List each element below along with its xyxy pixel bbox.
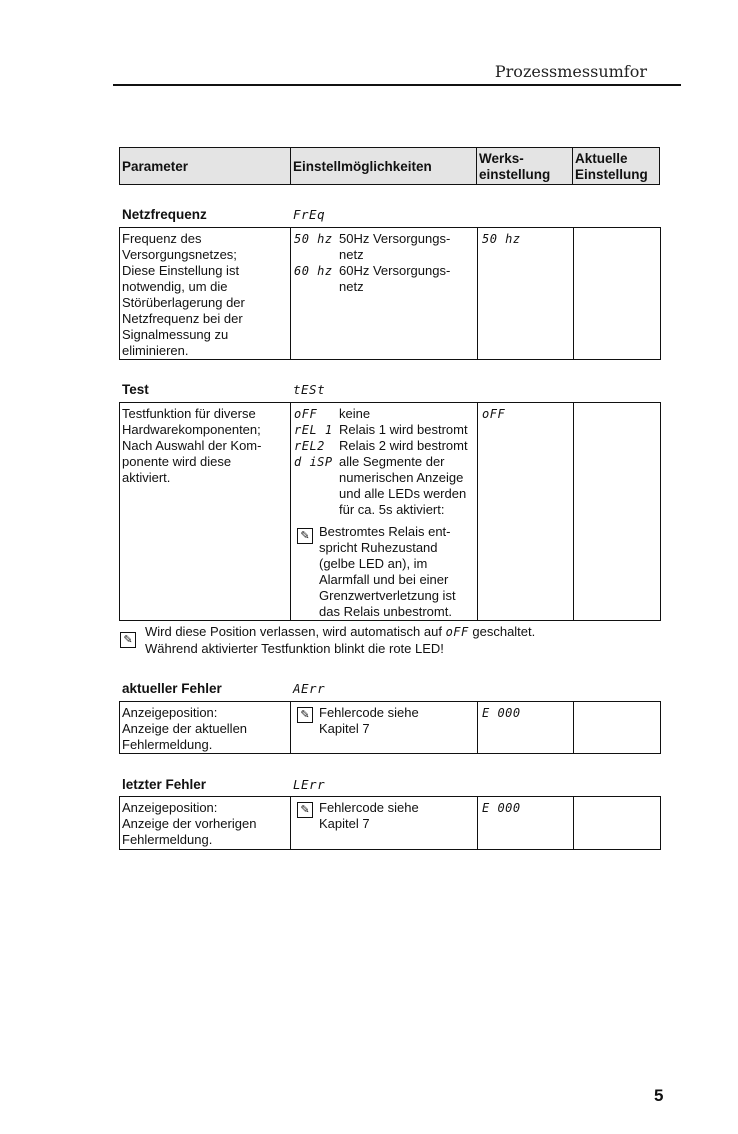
note-text	[319, 800, 477, 832]
row-lerr	[119, 796, 661, 850]
header-current-line: Aktuelle	[575, 151, 628, 166]
description-line: Hardwarekomponenten;	[122, 422, 261, 437]
option-desc: netz	[339, 279, 364, 294]
note-line: spricht Ruhezustand	[319, 540, 438, 555]
header-default	[476, 148, 572, 184]
option-code: oFF	[294, 407, 318, 421]
description-line: Anzeige der aktuellen	[122, 721, 248, 736]
current-cell	[573, 228, 660, 359]
test-footnote	[119, 624, 679, 657]
header-current-line: Einstellung	[575, 167, 648, 182]
option-desc: Relais 2 wird bestromt	[339, 438, 468, 453]
section-label-lerr: letzter Fehler	[122, 777, 207, 792]
footnote-part: Wird diese Position verlassen, wird automatisch auf	[145, 624, 446, 639]
option-item	[294, 422, 477, 438]
description-line: Fehlermeldung.	[122, 737, 213, 752]
footnote-line: Während aktivierter Testfunktion blinkt die rote LED!	[145, 640, 444, 656]
note-line: Bestromtes Relais ent-	[319, 524, 451, 539]
default-cell	[477, 702, 573, 753]
option-item	[294, 231, 477, 247]
description-line: ponente wird diese	[122, 454, 232, 469]
option-item	[294, 438, 477, 454]
note-text	[319, 524, 477, 620]
default-value: E 000	[482, 706, 521, 720]
current-cell	[573, 403, 660, 620]
note-line: (gelbe LED an), im	[319, 556, 428, 571]
note-line: Grenzwertverletzung ist	[319, 588, 456, 603]
current-cell	[573, 702, 660, 753]
description-line: Testfunktion für diverse	[122, 406, 256, 421]
row-netzfrequenz	[119, 227, 661, 360]
note-line: Alarmfall und bei einer	[319, 572, 449, 587]
error-note	[294, 800, 477, 832]
description-cell	[120, 797, 290, 849]
option-code: rEL2	[294, 439, 325, 453]
description-line: Anzeige der vorherigen	[122, 816, 257, 831]
description-line: Versorgungsnetzes;	[122, 247, 237, 262]
page-number: 5	[654, 1086, 664, 1105]
description-cell	[120, 702, 290, 753]
current-cell	[573, 797, 660, 849]
option-item	[294, 263, 477, 279]
section-code-aerr: AErr	[293, 681, 326, 696]
note-text	[319, 705, 477, 737]
option-code: d iSP	[294, 455, 333, 469]
default-value: E 000	[482, 801, 521, 815]
description-line: Nach Auswahl der Kom-	[122, 438, 262, 453]
description-line: notwendig, um die	[122, 279, 228, 294]
description-line: Signalmessung zu	[122, 327, 229, 342]
footnote-text	[145, 624, 679, 657]
default-value: oFF	[482, 407, 506, 421]
section-label-test: Test	[122, 382, 149, 397]
options-cell	[290, 797, 477, 849]
pencil-note-icon: ✎	[120, 632, 136, 648]
note-line: Fehlercode siehe	[319, 705, 419, 720]
row-test	[119, 402, 661, 621]
header-default-line: Werks-	[479, 151, 524, 166]
description-line: Fehlermeldung.	[122, 832, 213, 847]
description-line: Diese Einstellung ist	[122, 263, 240, 278]
option-desc: netz	[339, 247, 364, 262]
option-code: rEL 1	[294, 423, 333, 437]
default-cell	[477, 797, 573, 849]
option-desc: für ca. 5s aktiviert:	[339, 502, 445, 517]
section-code-test: tESt	[293, 382, 326, 397]
pencil-note-icon: ✎	[297, 707, 313, 723]
note-line: Fehlercode siehe	[319, 800, 419, 815]
section-label-aerr: aktueller Fehler	[122, 681, 222, 696]
option-desc: 60Hz Versorgungs-	[339, 263, 451, 278]
note-line: das Relais unbestromt.	[319, 604, 452, 619]
note-line: Kapitel 7	[319, 721, 370, 736]
row-aerr	[119, 701, 661, 754]
footnote-part: geschaltet.	[468, 624, 536, 639]
description-line: Frequenz des	[122, 231, 202, 246]
pencil-note-icon: ✎	[297, 802, 313, 818]
header-default-line: einstellung	[479, 167, 551, 182]
description-line: Netzfrequenz bei der	[122, 311, 243, 326]
option-desc: numerischen Anzeige	[339, 470, 464, 485]
section-code-lerr: LErr	[293, 777, 326, 792]
header-options: Einstellmöglichkeiten	[290, 148, 476, 184]
description-line: Anzeigeposition:	[122, 705, 218, 720]
default-cell	[477, 403, 573, 620]
options-cell	[290, 702, 477, 753]
header-current	[572, 148, 660, 184]
description-cell	[120, 228, 290, 359]
note-line: Kapitel 7	[319, 816, 370, 831]
option-item	[294, 454, 477, 470]
options-cell	[290, 228, 477, 359]
options-cell	[290, 403, 477, 620]
header-rule	[113, 84, 681, 86]
description-line: aktiviert.	[122, 470, 171, 485]
description-line: eliminieren.	[122, 343, 189, 358]
option-desc: Relais 1 wird bestromt	[339, 422, 468, 437]
pencil-note-icon: ✎	[297, 528, 313, 544]
option-desc: alle Segmente der	[339, 454, 445, 469]
footnote-line	[145, 624, 679, 641]
default-value: 50 hz	[482, 232, 521, 246]
option-code: 50 hz	[294, 232, 333, 246]
error-note	[294, 705, 477, 737]
test-note	[294, 524, 477, 620]
option-code: 60 hz	[294, 264, 333, 278]
option-desc: 50Hz Versorgungs-	[339, 231, 451, 246]
section-code-netzfrequenz: FrEq	[293, 207, 326, 222]
option-desc: keine	[339, 406, 371, 421]
default-cell	[477, 228, 573, 359]
table-header	[119, 147, 660, 185]
description-line: Störüberlagerung der	[122, 295, 245, 310]
header-parameter: Parameter	[122, 159, 189, 174]
section-label-netzfrequenz: Netzfrequenz	[122, 207, 207, 222]
footnote-code: oFF	[445, 625, 469, 639]
description-cell	[120, 403, 290, 620]
page-header-title: Prozessmessumfor	[494, 62, 647, 81]
option-item	[294, 406, 477, 422]
option-desc: und alle LEDs werden	[339, 486, 467, 501]
description-line: Anzeigeposition:	[122, 800, 218, 815]
